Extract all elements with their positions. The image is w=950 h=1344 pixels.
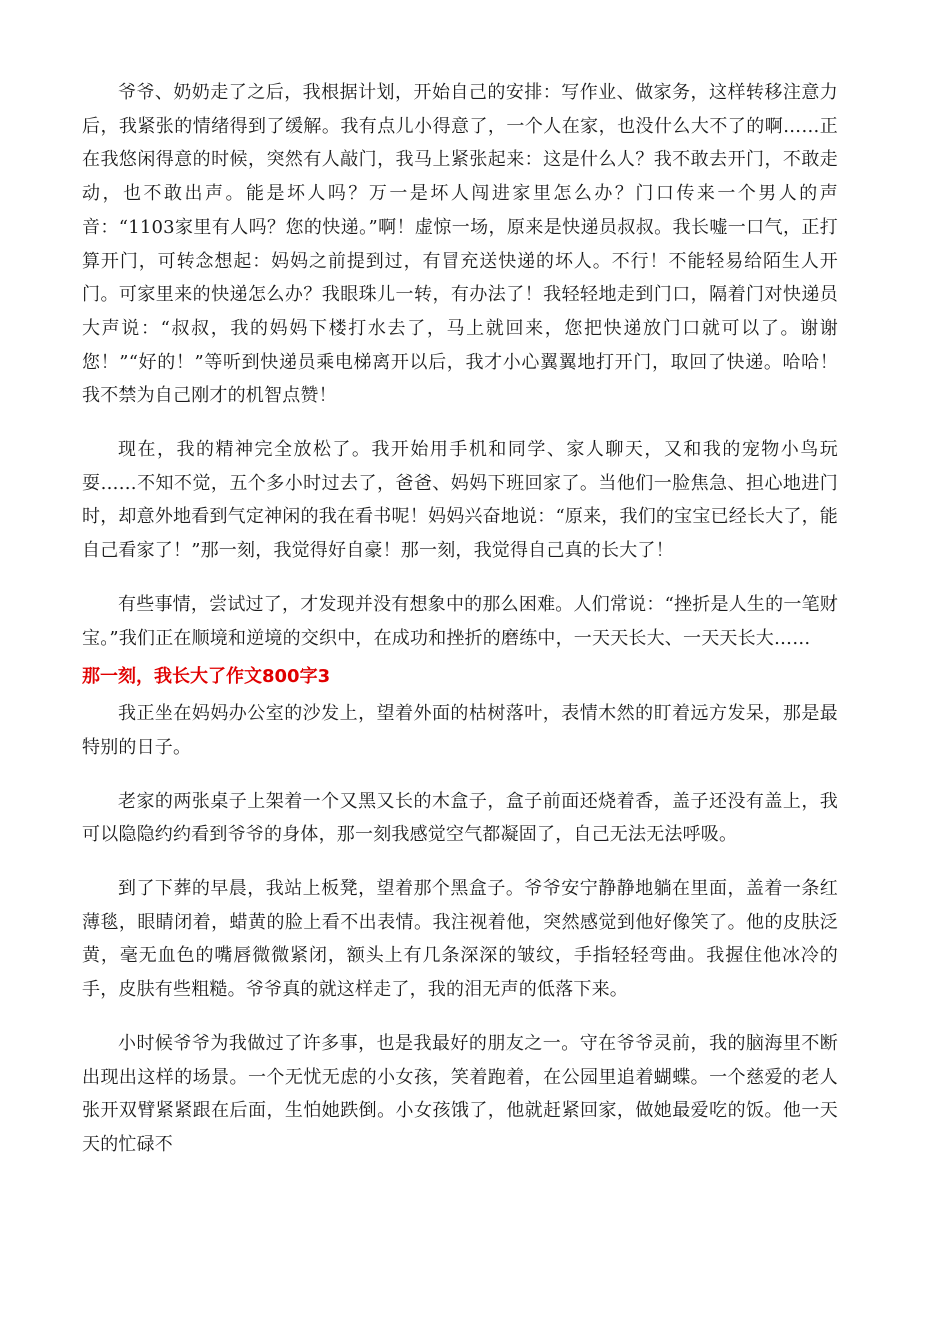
paragraph-office-sofa: 我正坐在妈妈办公室的沙发上，望着外面的枯树落叶，表情木然的盯着远方发呆，那是最特别的日子。 bbox=[82, 703, 838, 758]
paragraph-expressdelivery: 爷爷、奶奶走了之后，我根据计划，开始自己的安排：写作业、做家务，这样转移注意力后，我紧张的情绪得到了缓解。我有点儿小得意了，一个人在家，也没什么大不了的啊……正在我悠闲得意的时候，突然有人敲门，我马上紧张起来：这是什么人？我不敢去开门，不敢走动，也不敢出声。能是坏人吗？万一是坏人闯进家里怎么办？门口传来一个男人的声音：“1103家里有人吗？您的快递。”啊！虚惊一场，原来是快递员叔叔。我长嘘一口气，正打算开门，可转念想起：妈妈之前提到过，有冒充送快递的坏人。不行！不能轻易给陌生人开门。可家里来的快递怎么办？我眼珠儿一转，有办法了！我轻轻地走到门口，隔着门对快递员大声说：“叔叔，我的妈妈下楼打水去了，马上就回来，您把快递放门口就可以了。谢谢您！”“好的！”等听到快递员乘电梯离开以后，我才小心翼翼地打开门，取回了快递。哈哈！我不禁为自己刚才的机智点赞！ bbox=[82, 82, 838, 407]
paragraph-parents-return: 现在，我的精神完全放松了。我开始用手机和同学、家人聊天，又和我的宠物小鸟玩耍……不知不觉，五个多小时过去了，爸爸、妈妈下班回家了。当他们一脸焦急、担心地进门时，却意外地看到气定神闲的我在看书呢！妈妈兴奋地说：“原来，我们的宝宝已经长大了，能自己看家了！”那一刻，我觉得好自豪！那一刻，我觉得自己真的长大了！ bbox=[82, 439, 838, 562]
section-heading: 那一刻，我长大了作文800字3 bbox=[82, 666, 331, 688]
paragraph-burial-morning: 到了下葬的早晨，我站上板凳，望着那个黑盒子。爷爷安宁静静地躺在里面，盖着一条红薄毯，眼睛闭着，蜡黄的脸上看不出表情。我注视着他，突然感觉到他好像笑了。他的皮肤泛黄，毫无血色的嘴唇微微紧闭，额头上有几条深深的皱纹，手指轻轻弯曲。我握住他冰冷的手，皮肤有些粗糙。爷爷真的就这样走了，我的泪无声的低落下来。 bbox=[82, 878, 838, 1001]
paragraph-conclusion: 有些事情，尝试过了，才发现并没有想象中的那么困难。人们常说：“挫折是人生的一笔财宝。”我们正在顺境和逆境的交织中，在成功和挫折的磨练中，一天天长大、一天天长大…… bbox=[82, 593, 838, 649]
paragraph-wooden-box: 老家的两张桌子上架着一个又黑又长的木盒子，盒子前面还烧着香，盖子还没有盖上，我可以隐隐约约看到爷爷的身体，那一刻我感觉空气都凝固了，自己无法无法呼吸。 bbox=[82, 790, 838, 846]
paragraph-childhood-memory: 小时候爷爷为我做过了许多事，也是我最好的朋友之一。守在爷爷灵前，我的脑海里不断出现出这样的场景。一个无忧无虑的小女孩，笑着跑着，在公园里追着蝴蝶。一个慈爱的老人张开双臂紧紧跟在后面，生怕她跌倒。小女孩饿了，他就赶紧回家，做她最爱吃的饭。他一天天的忙碌不 bbox=[82, 1032, 838, 1155]
